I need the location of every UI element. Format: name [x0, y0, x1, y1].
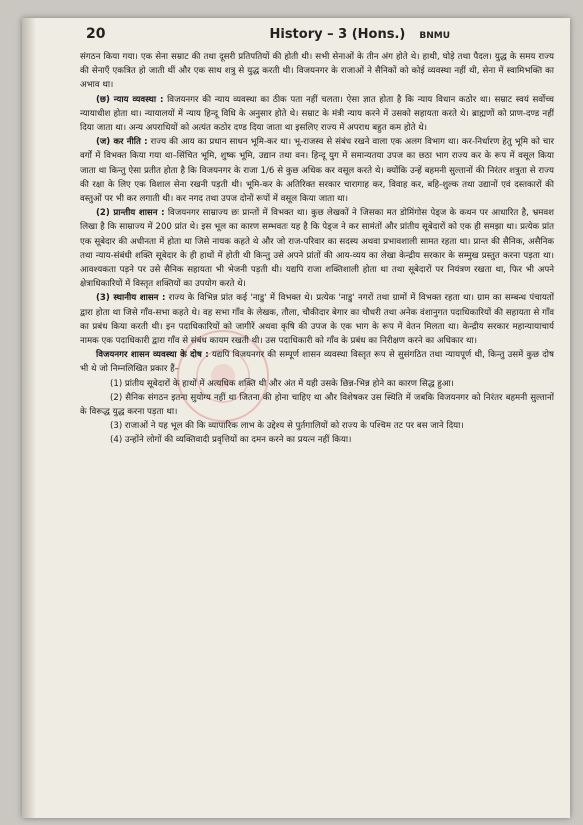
paragraph-defects [80, 348, 554, 376]
paragraph-text: राज्य की आय का प्रधान साधन भूमि-कर था। भू-राजस्व से संबंध रखने वाला एक अलग विभाग था। कर-निर्धारण हेतु भूमि को चार वर्गों में विभक्त किया गया था–सिंचित भूमि, शुष्क भूमि, उद्यान तथा वन। हिन्दू युग में समान्यतया उपज का छठा भाग राज्य कर के रूप में वसूल किया जाता था किन्तु ऐसा प्रतीत होता है कि विजयनगर के राजा 1/6 से कुछ अधिक कर वसूल करते थे। क्योंकि उन्हें बहमनी सुल्तानों की निरंतर शत्रुता से राज्य की रक्षा के लिए एक विशाल सेना रखनी पड़ती थी। भूमि-कर के अतिरिक्त सरकार चारागाह कर, विवाह कर, बहि-शुल्क तथा उद्यानों एवं दस्तकारों की वस्तुओं पर भी कर लगाती थी। कर नगद तथा उपज दोनों रूपों में वसूल किया जाता था। [80, 137, 554, 205]
book-page [22, 18, 570, 818]
paragraph-justice [80, 93, 554, 136]
list-item: (2) सैनिक संगठन इतना सुयोग्य नहीं था जितना की होना चाहिए था और विशेषकर उस स्थिति में जबकि विजयनगर को निरंतर बहमनी सुल्तानों के विरूद्ध युद्ध करना पड़ता था। [80, 392, 554, 418]
section-heading: (छ) न्याय व्यवस्था : [96, 94, 164, 105]
paragraph-provincial [80, 206, 554, 291]
page-body [80, 50, 554, 448]
page-header [86, 26, 550, 42]
section-heading: (ज) कर नीति : [96, 137, 148, 148]
section-heading: (2) प्रान्तीय शासन : [96, 208, 165, 219]
list-item: (1) प्रांतीय सूबेदारों के हाथों में अत्यधिक शक्ति थी और अंत में यही उसके छिन्न-भिन्न होने का कारण सिद्ध हुआ। [110, 378, 454, 389]
paragraph-local [80, 291, 554, 348]
paragraph-text: विजयनगर साम्राज्य छः प्रान्तों में विभक्त था। कुछ लेखकों ने जिसका मत डोमिंगोस पेड्ज के कथन पर आधारित है, भ्रमवश लिखा है कि साम्राज्य में 200 प्रांत थे। इस भूल का कारण सम्भवतः यह है कि पेड्ज ने कर सामंतों और प्रांतीय सूबेदारों को एक ही समझा था। प्रत्येक प्रांत एक सूबेदार की अधीनता में होता था जिसे नायक कहते थे और जो राज-परिवार का सदस्य अथवा प्रभावशाली सामत रहता था। प्रान्त की सैनिक, असैनिक तथा न्याय-संबंधी शक्ति सूबेदार के ही हाथों में होती थी किन्तु उसे अपने प्रांतों की आय-व्यय का लेखा केन्द्रीय सरकार के सम्मुख प्रस्तुत करना पड़ता था। आवश्यकता पड़ने पर उसे सैनिक सहायता भी भेजनी पड़ती थी। यद्यपि राजा शक्तिशाली होता था तथा सूबेदारों पर नियंत्रण रखता था, फिर भी अपने क्षेत्राधिकारियों में विस्तृत शक्तियों का उपयोग करते थे। [80, 208, 554, 290]
page-subtitle: BNMU [419, 31, 450, 41]
paragraph-army [80, 50, 554, 93]
section-heading: विजयनगर शासन व्यवस्था के दोष : [96, 350, 209, 361]
paragraph-text: संगठन किया गया। एक सेना सम्राट की तथा दूसरी प्रतिपतियों की होती थी। सभी सेनाओं के तीन अंग होते थे। हाथी, घोड़े तथा पैदल। युद्ध के समय राज्य की सेनाएँ एकत्रित हो जाती थीं और एक साथ शत्रु से युद्ध करती थी। विजयनगर के राजाओं ने सैनिकों को कोई व्यवस्था नहीं थी, सेना में स्वामिभक्ति का अभाव था। [80, 52, 554, 91]
section-heading: (3) स्थानीय शासन : [96, 293, 166, 304]
paragraph-text: विजयनगर की न्याय व्यवस्था का ठीक पता नहीं चलता। ऐसा ज्ञात होता है कि न्याय विधान कठोर था। सम्राट स्वयं सर्वोच्च न्यायाधीश होता था। न्यायालयों में न्याय हिन्दू विधि के अनुसार होते थे। सम्राट के मंत्री न्याय करने में उसको सहायता करते थे। ब्राह्मणों को प्राण-दण्ड नहीं दिया जाता था। अन्य अपराधियों को अत्यंत कठोर दण्ड दिया जाता था इसलिए राज्य में अपराध बहुत कम होते थे। [80, 94, 554, 134]
paragraph-text: यद्यपि विजयनगर की सम्पूर्ण शासन व्यवस्था विस्तृत रूप से सुसंगठित तथा न्यायपूर्ण थी, किन्तु उसमें कुछ दोष भी थे जो निम्नलिखित प्रकार हैं– [80, 350, 554, 375]
paragraph-tax [80, 135, 554, 206]
paragraph-text: राज्य के विभिन्न प्रांत कई 'नाडु' में विभक्त थे। प्रत्येक 'नाडु' नगरों तथा ग्रामों में विभक्त रहता था। ग्राम का सम्बन्ध पंचायतों द्वारा होता था जिसे गाँव-सभा कहते थे। वह सभा गाँव के लेखक, तौला, चौकीदार बेगार का चौधरी तथा अनेक वंशानुगत पदाधिकारियों की सहायता से गाँव का प्रबंध किया करती थी। इन पदाधिकारियों को जागीरें अथवा कृषि की उपज के एक भाग के रूप में वेतन मिलता था। केन्द्रीय सरकार महान्यायाचार्य नामक एक पदाधिकारी द्वारा गाँव से संबंध कायम रखती थी। उस पदाधिकारी को गाँव के प्रबंध का निरीक्षण करने का अधिकार था। [80, 293, 554, 347]
list-item: (4) उन्होंने लोगों की व्यक्तिवादी प्रवृत्तियों का दमन करने का प्रयत्न नहीं किया। [110, 435, 352, 446]
list-item: (3) राजाओं ने यह भूल की कि व्यापारिक लाभ के उद्देश्य से पुर्तगालियों को राज्य के पश्चिम तट पर बस जाने दिया। [110, 421, 464, 432]
page-spine-shadow [22, 18, 36, 818]
page-number: 20 [86, 26, 106, 42]
page-title: History – 3 (Hons.) [269, 27, 406, 42]
